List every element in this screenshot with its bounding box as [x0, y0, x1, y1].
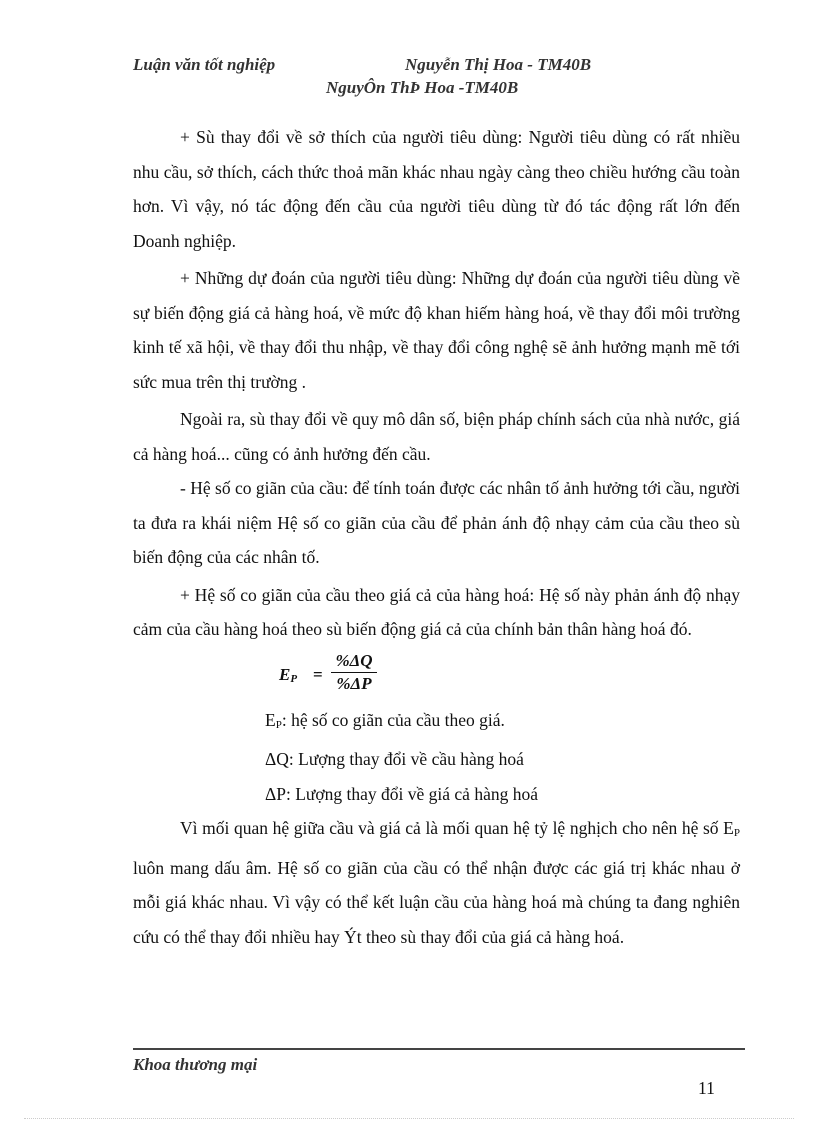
paragraph-other-factors: Ngoài ra, sù thay đổi về quy mô dân số, biện pháp chính sách của nhà nước, giá cả hàng hoá... cũng có ảnh hưởng đến cầu. [133, 409, 740, 464]
formula-lhs-symbol: E [279, 664, 291, 684]
footer-rule [133, 1048, 745, 1050]
elasticity-formula [279, 651, 740, 701]
page-body [133, 120, 740, 954]
formula-fraction [331, 651, 377, 694]
definition-ep-subscript: P [275, 718, 282, 731]
header-thesis-label: Luận văn tốt nghiệp [133, 55, 276, 74]
definition-ep-symbol: E [265, 709, 276, 730]
paragraph-ep-subscript: P [733, 827, 740, 839]
definition-ep [265, 703, 740, 743]
paragraph-price-elasticity: + Hệ số co giãn của cầu theo giá cả của hàng hoá: Hệ số này phản ánh độ nhạy cảm của cầu hàng hoá theo sù biến động giá cả của chính bản thân hàng hoá đó. [133, 584, 740, 639]
paragraph-expectations: + Những dự đoán của người tiêu dùng: Những dự đoán của người tiêu dùng về sự biến động giá cả hàng hoá, về mức độ khan hiếm hàng hoá, về thay đổi môi trường kinh tế xã hội, về thay đổi thu nhập, về thay đổi công nghệ sẽ ảnh hưởng mạnh mẽ tới sức mua trên thị trường . [133, 268, 740, 392]
header-author: Nguyễn Thị Hoa - TM40B [405, 55, 592, 74]
paragraph-preferences: + Sù thay đổi về sở thích của người tiêu dùng: Người tiêu dùng có rất nhiều nhu cầu, sở thích, cách thức thoả mãn khác nhau ngày càng theo chiều hướng cầu toàn hơn. Vì vậy, nó tác động đến cầu của người tiêu dùng từ đó tác động rất lớn đến Doanh nghiệp. [133, 127, 740, 251]
paragraph-negative-sign-end: luôn mang dấu âm. Hệ số co giãn của cầu có thể nhận được các giá trị khác nhau ở mỗi giá khác nhau. Vì vậy có thể kết luận cầu của hàng hoá mà chúng ta đang nghiên cứu có thể thay đổi nhiều hay Ýt theo sù thay đổi của giá cả hàng hoá. [133, 857, 740, 947]
header-author-legacy: NguyÔn ThÞ Hoa -TM40B [326, 78, 519, 97]
paragraph-negative-sign [133, 811, 740, 954]
footer-department: Khoa thương mại [133, 1055, 258, 1074]
definition-dq: ΔQ: Lượng thay đổi về cầu hàng hoá [265, 749, 524, 769]
page-bottom-border [24, 1118, 794, 1119]
formula-lhs [279, 665, 297, 685]
formula-equals: = [313, 664, 323, 684]
definition-ep-text: : hệ số co giãn của cầu theo giá. [281, 709, 505, 730]
definition-dp: ΔP: Lượng thay đổi về giá cả hàng hoá [265, 783, 538, 804]
paragraph-negative-sign-start: Vì mối quan hệ giữa cầu và giá cả là mối quan hệ tỷ lệ nghịch cho nên hệ số E [180, 818, 734, 838]
formula-denominator: %ΔP [336, 673, 372, 693]
formula-numerator: %ΔQ [331, 651, 377, 673]
paragraph-elasticity-definition: - Hệ số co giãn của cầu: để tính toán được các nhân tố ảnh hưởng tới cầu, người ta đưa ra khái niệm Hệ số co giãn của cầu để phản ánh độ nhạy cảm của cầu theo sù biến động của các nhân tố. [133, 478, 740, 567]
formula-lhs-subscript: P [290, 672, 298, 685]
page-number: 11 [698, 1078, 715, 1098]
